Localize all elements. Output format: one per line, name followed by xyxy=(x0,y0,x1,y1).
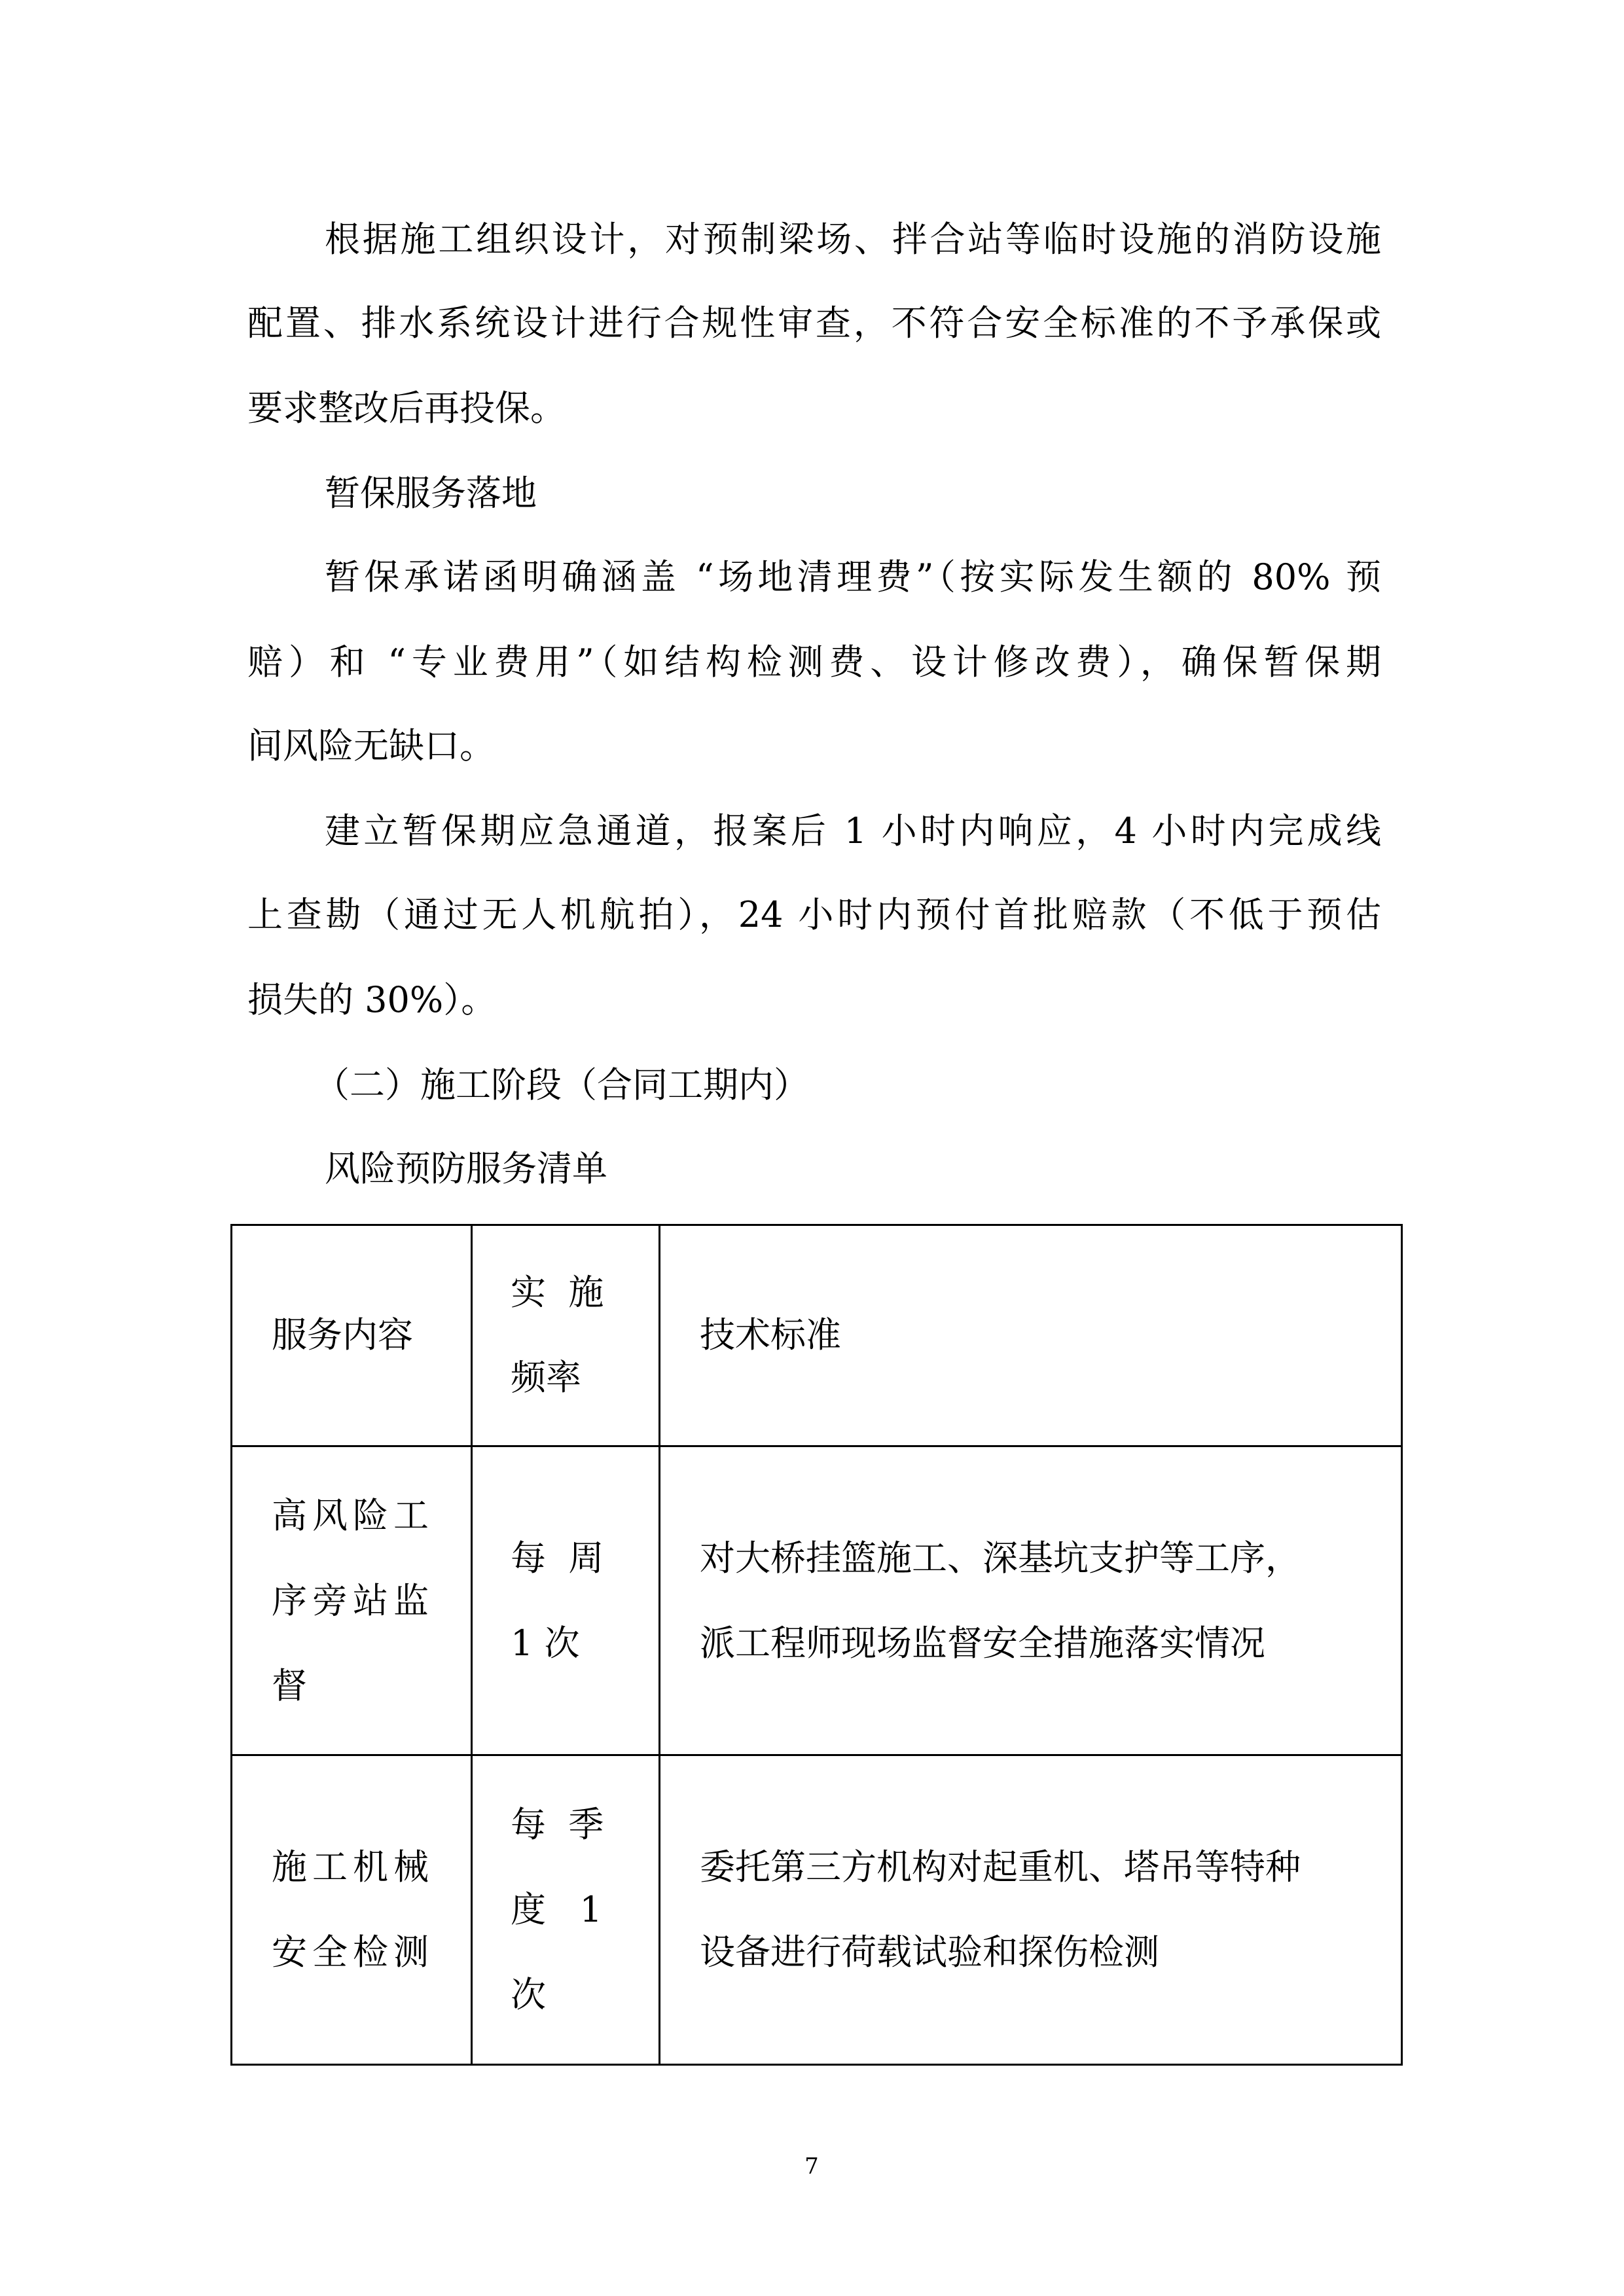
header-frequency-line-2: 频率 xyxy=(511,1357,581,1399)
row-2-frequency-line-3: 次 xyxy=(511,1974,546,2016)
section-heading: （二）施工阶段（合同工期内） xyxy=(314,1064,809,1105)
row-2-service-line-1: 施工机械 xyxy=(272,1846,434,1888)
table-row xyxy=(232,1446,1402,1755)
row-1-service-line-3: 督 xyxy=(272,1664,312,1706)
paragraph-2-line-3: 间风险无缺口。 xyxy=(247,725,495,766)
row-1-standard xyxy=(660,1446,1402,1755)
page-number: 7 xyxy=(804,2153,819,2179)
paragraph-3-line-2: 上查勘（通过无人机航拍），24 小时内预付首批赔款（不低于预估 xyxy=(247,894,1381,935)
header-frequency xyxy=(472,1225,660,1446)
row-2-frequency-line-1: 每 季 xyxy=(511,1804,604,1846)
paragraph-1-line-1: 根据施工组织设计，对预制梁场、拌合站等临时设施的消防设施 xyxy=(325,219,1381,260)
row-1-standard-line-1: 对大桥挂篮施工、深基坑支护等工序， xyxy=(700,1537,1301,1579)
row-1-service-line-1: 高风险工 xyxy=(272,1494,434,1536)
row-1-service-line-2: 序旁站监 xyxy=(272,1579,434,1621)
service-table xyxy=(230,1224,1403,2066)
table-caption: 风险预防服务清单 xyxy=(325,1148,607,1189)
row-1-frequency xyxy=(472,1446,660,1755)
row-1-service xyxy=(232,1446,472,1755)
row-2-standard xyxy=(660,1755,1402,2065)
header-standard: 技术标准 xyxy=(660,1225,1402,1446)
row-2-standard-line-2: 设备进行荷载试验和探伤检测 xyxy=(700,1931,1159,1973)
paragraph-3-line-1: 建立暂保期应急通道，报案后 1 小时内响应，4 小时内完成线 xyxy=(325,810,1381,852)
table-header-row xyxy=(232,1225,1402,1446)
paragraph-2-line-1: 暂保承诺函明确涵盖 “场地清理费”（按实际发生额的 80% 预 xyxy=(325,556,1381,598)
row-2-service xyxy=(232,1755,472,2065)
row-2-frequency xyxy=(472,1755,660,2065)
header-frequency-line-1: 实 施 xyxy=(511,1272,604,1314)
paragraph-1-line-3: 要求整改后再投保。 xyxy=(247,387,566,429)
row-2-service-line-2: 安全检测 xyxy=(272,1931,434,1973)
header-service: 服务内容 xyxy=(232,1225,472,1446)
table-row xyxy=(232,1755,1402,2065)
row-2-frequency-line-2: 度 1 xyxy=(511,1889,602,1931)
paragraph-2-line-2: 赔）和 “专业费用”（如结构检测费、设计修改费），确保暂保期 xyxy=(247,641,1381,683)
row-2-standard-line-1: 委托第三方机构对起重机、塔吊等特种 xyxy=(700,1846,1301,1888)
paragraph-1-line-2: 配置、排水系统设计进行合规性审查，不符合安全标准的不予承保或 xyxy=(247,302,1381,344)
row-1-frequency-line-1: 每 周 xyxy=(511,1537,604,1579)
row-1-standard-line-2: 派工程师现场监督安全措施落实情况 xyxy=(700,1622,1265,1664)
subheading-temp-service: 暂保服务落地 xyxy=(325,473,537,514)
row-1-frequency-line-2: 1 次 xyxy=(511,1622,580,1664)
paragraph-3-line-3: 损失的 30%）。 xyxy=(247,979,497,1020)
